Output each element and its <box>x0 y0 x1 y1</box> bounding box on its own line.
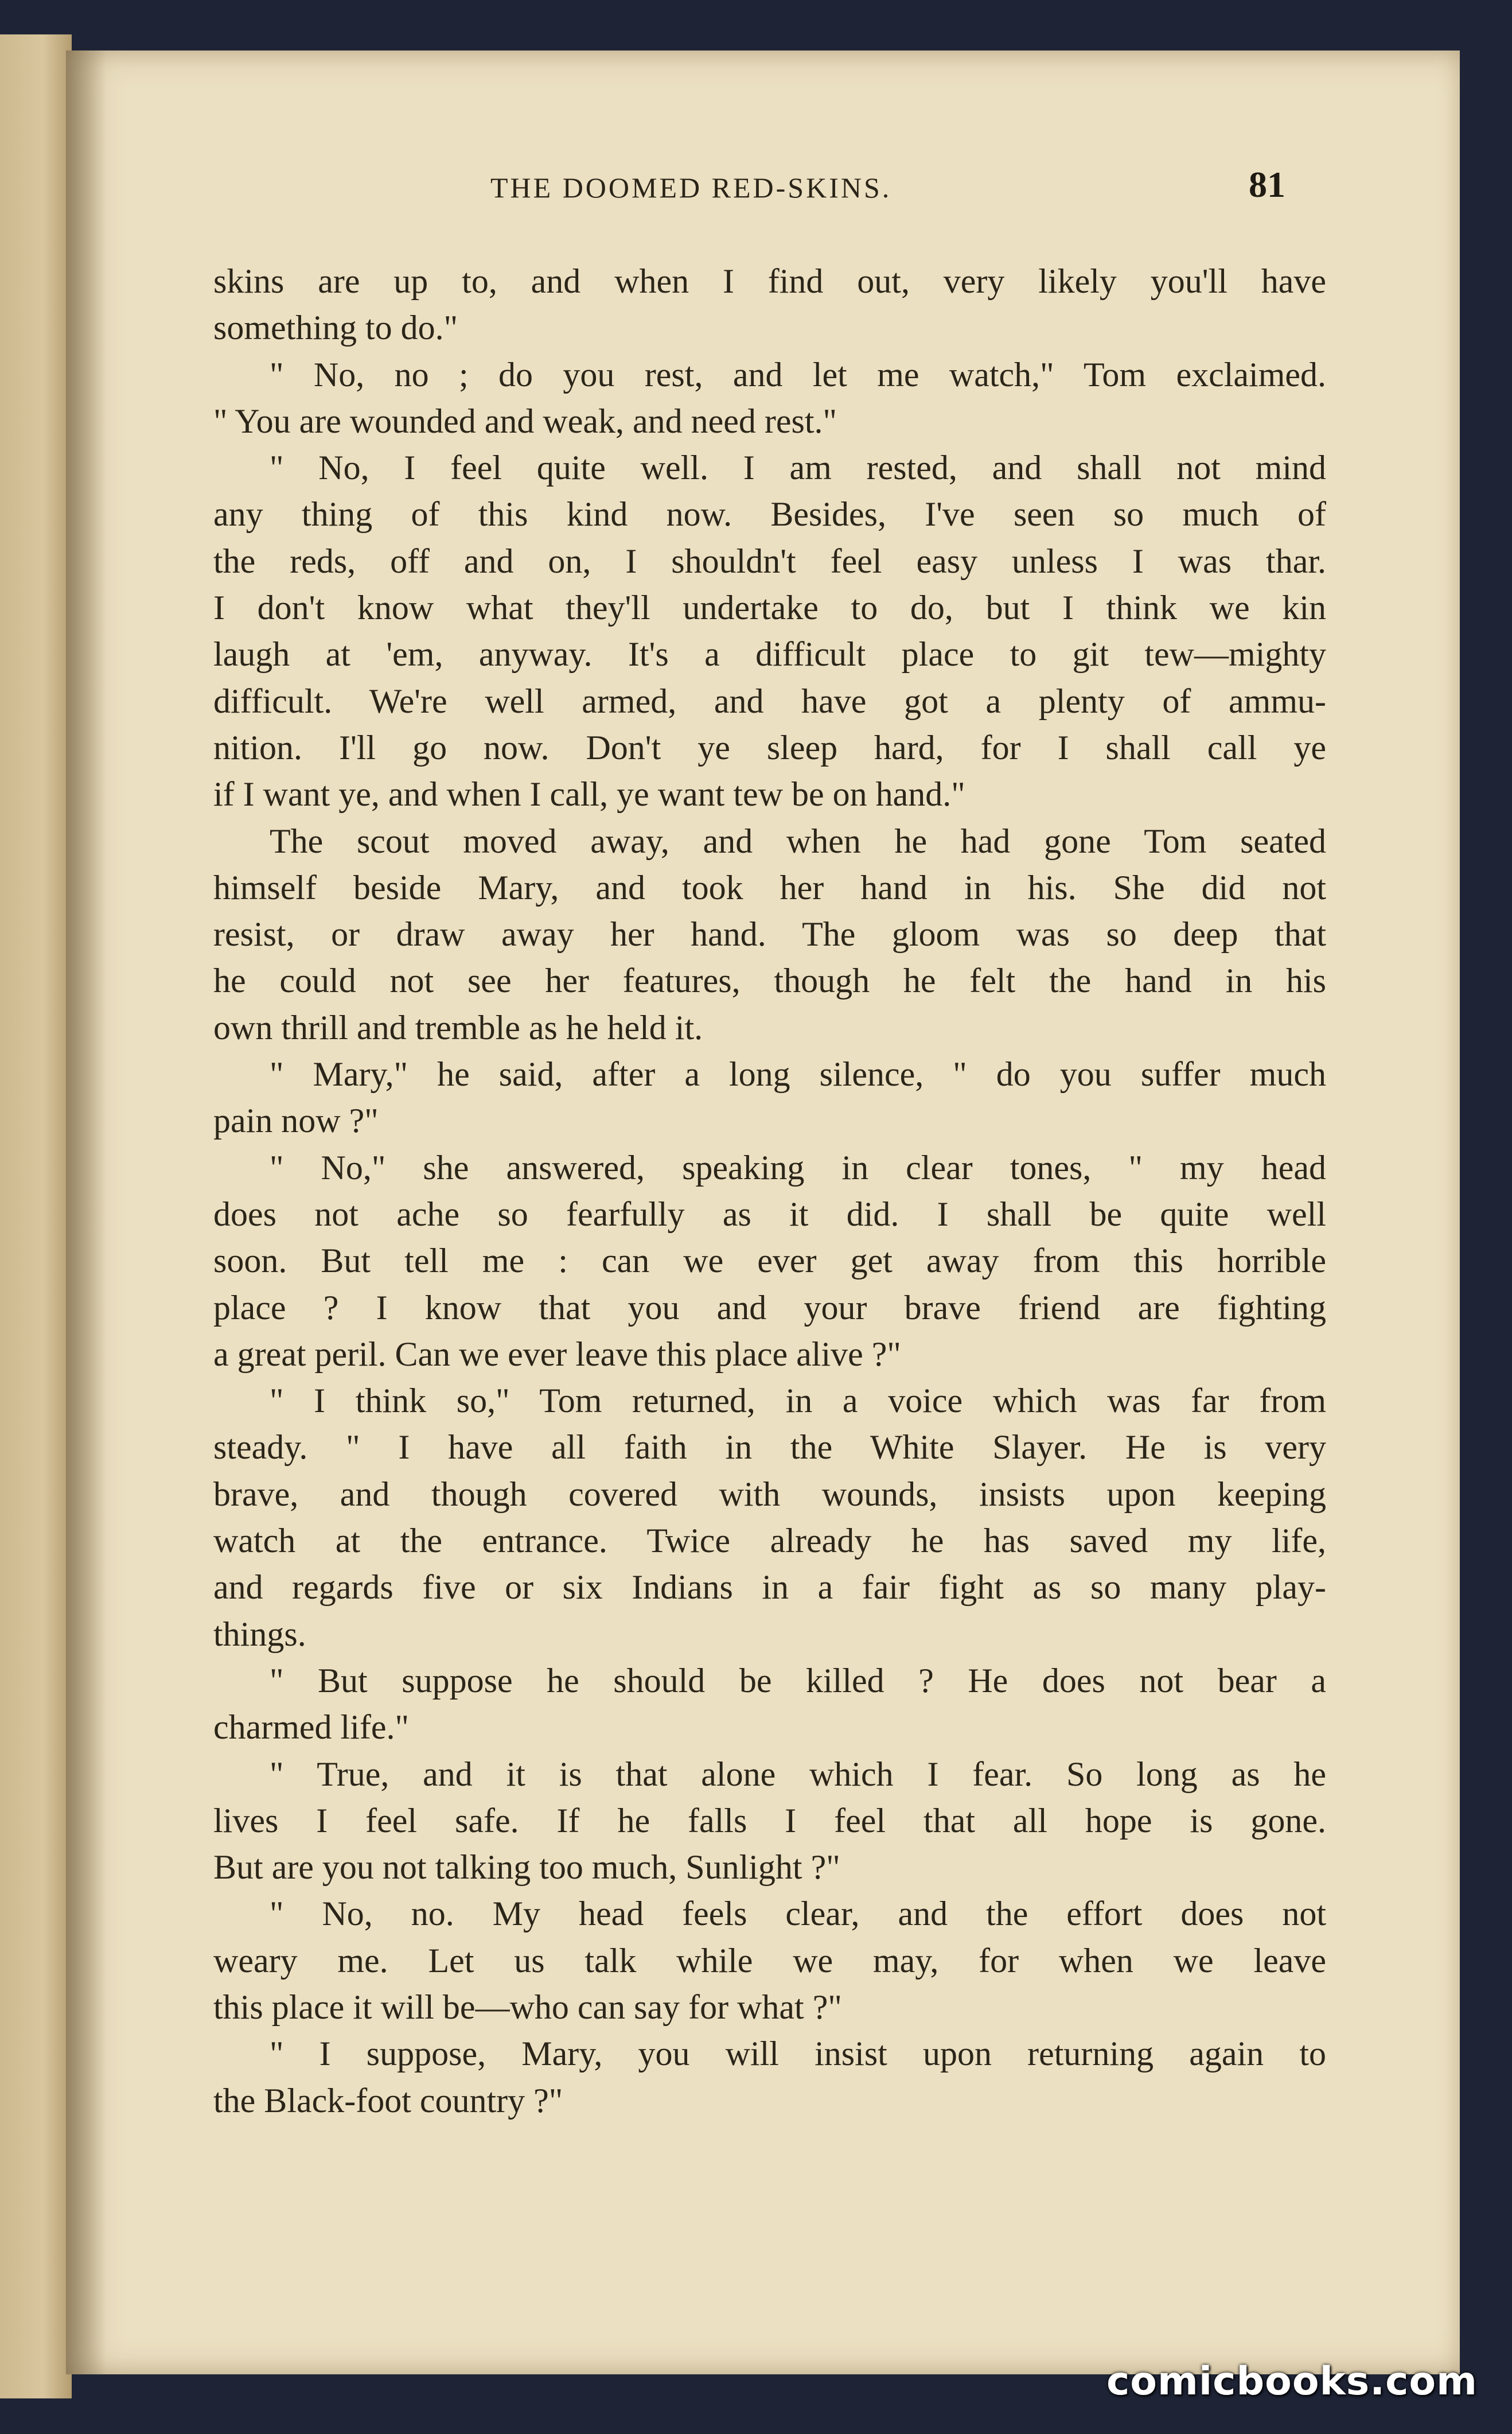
text-line: difficult. We're well armed, and have got a plenty of ammu- <box>213 682 1326 720</box>
text-line: resist, or draw away her hand. The gloom was so deep that <box>213 915 1326 954</box>
text-line: something to do." <box>213 309 458 347</box>
running-title: THE DOOMED RED-SKINS. <box>490 172 892 204</box>
text-line: any thing of this kind now. Besides, I've seen so much of <box>213 495 1326 534</box>
text-line: " You are wounded and weak, and need rest." <box>213 402 837 440</box>
site-watermark: comicbooks.com <box>1106 2359 1478 2404</box>
text-line: " No, no ; do you rest, and let me watch," Tom exclaimed. <box>270 355 1326 394</box>
text-line: the Black-foot country ?" <box>213 2081 563 2120</box>
text-line: he could not see her features, though he felt the hand in his <box>213 962 1326 1000</box>
text-line: watch at the entrance. Twice already he has saved my life, <box>213 1522 1326 1560</box>
text-line: But are you not talking too much, Sunlight ?" <box>213 1848 840 1887</box>
text-line: and regards five or six Indians in a fair fight as so many play- <box>213 1568 1326 1607</box>
text-line: things. <box>213 1615 306 1653</box>
text-line: " No, I feel quite well. I am rested, and shall not mind <box>270 449 1326 487</box>
page-number: 81 <box>1249 164 1285 205</box>
text-line: laugh at 'em, anyway. It's a difficult place to git tew—mighty <box>213 635 1326 674</box>
text-line: pain now ?" <box>213 1102 379 1140</box>
text-line: a great peril. Can we ever leave this place alive ?" <box>213 1335 901 1373</box>
facing-page-edge <box>0 34 72 2398</box>
text-line: " Mary," he said, after a long silence, " do you suffer much <box>270 1055 1326 1094</box>
text-line: the reds, off and on, I shouldn't feel easy unless I was thar. <box>213 542 1326 580</box>
text-line: " True, and it is that alone which I fear. So long as he <box>270 1755 1326 1793</box>
body-text <box>213 258 1326 2124</box>
text-line: himself beside Mary, and took her hand in his. She did not <box>213 868 1326 907</box>
spine-shadow <box>66 50 106 2374</box>
text-line: charmed life." <box>213 1708 409 1747</box>
text-line: The scout moved away, and when he had gone Tom seated <box>270 822 1326 860</box>
text-line: does not ache so fearfully as it did. I shall be quite well <box>213 1195 1326 1233</box>
text-line: soon. But tell me : can we ever get away from this horrible <box>213 1242 1326 1280</box>
text-line: place ? I know that you and your brave friend are fighting <box>213 1288 1326 1327</box>
text-line: nition. I'll go now. Don't ye sleep hard, for I shall call ye <box>213 728 1326 767</box>
text-line: " But suppose he should be killed ? He does not bear a <box>270 1661 1326 1700</box>
text-line: steady. " I have all faith in the White Slayer. He is very <box>213 1428 1326 1467</box>
text-line: if I want ye, and when I call, ye want tew be on hand." <box>213 775 965 814</box>
text-line: own thrill and tremble as he held it. <box>213 1008 703 1047</box>
text-line: " I think so," Tom returned, in a voice which was far from <box>270 1382 1326 1420</box>
text-line: lives I feel safe. If he falls I feel that all hope is gone. <box>213 1801 1326 1840</box>
text-line: weary me. Let us talk while we may, for when we leave <box>213 1941 1326 1980</box>
text-line: " I suppose, Mary, you will insist upon returning again to <box>270 2035 1326 2073</box>
text-line: brave, and though covered with wounds, insists upon keeping <box>213 1475 1326 1513</box>
text-line: " No," she answered, speaking in clear tones, " my head <box>270 1148 1326 1187</box>
text-line: skins are up to, and when I find out, very likely you'll have <box>213 262 1326 300</box>
text-line: " No, no. My head feels clear, and the effort does not <box>270 1895 1326 1933</box>
text-line: this place it will be—who can say for what ?" <box>213 1988 842 2026</box>
text-line: I don't know what they'll undertake to do, but I think we kin <box>213 589 1326 627</box>
